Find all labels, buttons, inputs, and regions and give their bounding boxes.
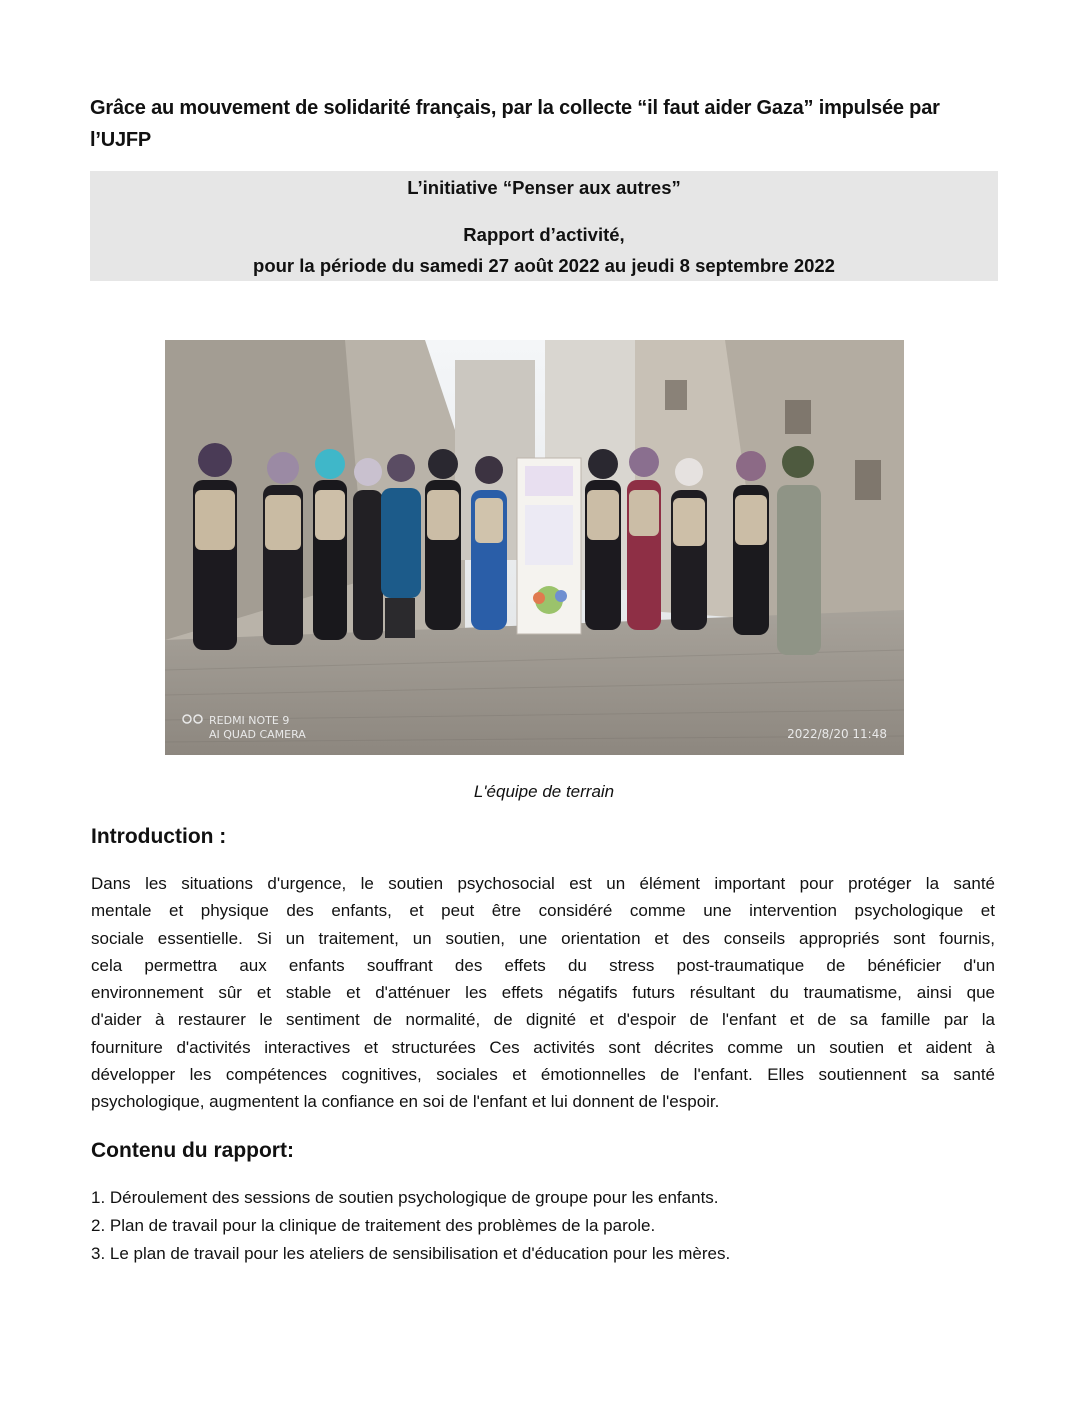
team-photo [165, 340, 904, 755]
document-headline: Grâce au mouvement de solidarité français, par la collecte “il faut aider Gaza” impulsée par l’UJFP [90, 97, 940, 151]
intro-line: Dans les situations d'urgence, le soutien psychosocial est un élément important pour protéger la santé [91, 874, 995, 893]
intro-line: sociale essentielle. Si un traitement, un soutien, une orientation et des conseils appropriés sont fournis, [91, 928, 995, 948]
report-period: pour la période du samedi 27 août 2022 au jeudi 8 septembre 2022 [253, 255, 835, 276]
intro-line: développer les compétences cognitives, sociales et émotionnelles de l'enfant. Elles soutiennent sa santé [91, 1065, 995, 1085]
initiative-title: L’initiative “Penser aux autres” [407, 177, 681, 198]
list-item: 1. Déroulement des sessions de soutien psychologique de groupe pour les enfants. [91, 1188, 719, 1207]
list-item: 2. Plan de travail pour la clinique de traitement des problèmes de la parole. [91, 1216, 656, 1235]
report-title: Rapport d’activité, [463, 224, 625, 245]
intro-heading: Introduction : [91, 825, 227, 848]
camera-model-label: REDMI NOTE 9 [209, 714, 290, 727]
list-item: 3. Le plan de travail pour les ateliers de sensibilisation et d'éducation pour les mères. [91, 1244, 731, 1263]
intro-line: d'aider à restaurer le sentiment de normalité, de dignité et d'espoir de l'enfant et de sa famille par la [91, 1010, 995, 1030]
intro-line: mentale et physique des enfants, et peut être considéré comme une intervention psychologique et [91, 901, 995, 921]
photo-timestamp: 2022/8/20 11:48 [787, 727, 887, 741]
contenu-heading: Contenu du rapport: [91, 1139, 294, 1162]
intro-line: fourniture d'activités interactives et structurées Ces activités sont décrites comme un soutien et aident à [91, 1037, 995, 1057]
intro-line: psychologique, augmentent la confiance en soi de l'enfant et lui donnent de l'espoir. [91, 1092, 720, 1112]
intro-paragraph [91, 870, 995, 1116]
title-box [90, 171, 998, 281]
photo-caption: L'équipe de terrain [473, 782, 615, 801]
intro-line: cela permettra aux enfants souffrant des effets du stress post-traumatique de bénéficier d'un [91, 955, 995, 975]
intro-line: environnement sûr et stable et d'atténuer les effets négatifs futurs résultant du traumatisme, ainsi que [91, 983, 995, 1003]
camera-lens-label: AI QUAD CAMERA [209, 728, 306, 741]
report-contents-list [91, 1184, 730, 1268]
